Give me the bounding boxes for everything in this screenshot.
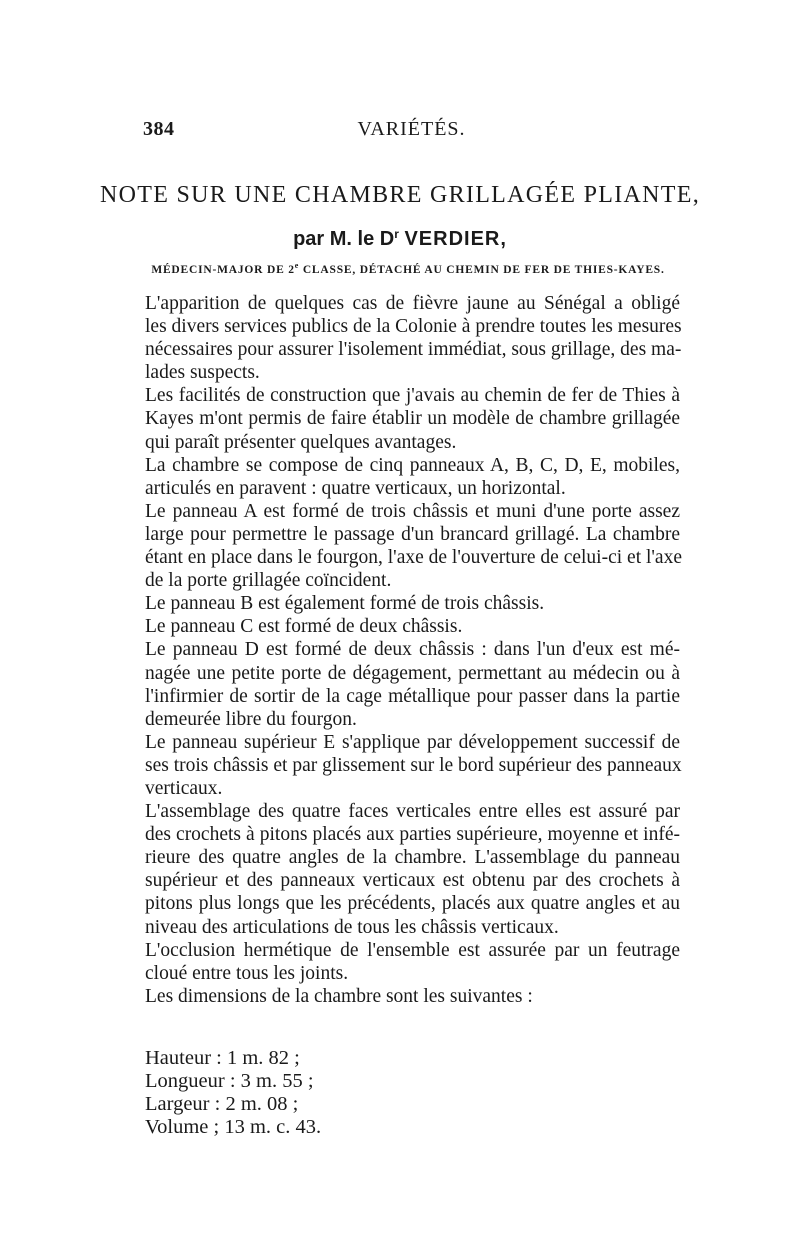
- body-line: La chambre se compose de cinq panneaux A, B, C, D, E, mobiles,: [145, 454, 680, 476]
- body-line: rieure des quatre angles de la chambre. L'assemblage du panneau: [145, 847, 680, 869]
- dimension-length: Longueur : 3 m. 55 ;: [145, 1070, 314, 1093]
- body-line: pitons plus longs que les précédents, placés aux quatre angles et au: [145, 893, 680, 915]
- body-line: des crochets à pitons placés aux parties supérieure, moyenne et infé-: [145, 824, 680, 846]
- article-title: NOTE SUR UNE CHAMBRE GRILLAGÉE PLIANTE,: [100, 182, 701, 208]
- body-line: les divers services publics de la Colonie à prendre toutes les mesures: [145, 316, 682, 338]
- body-line: Le panneau C est formé de deux châssis.: [145, 616, 463, 638]
- body-line: large pour permettre le passage d'un brancard grillagé. La chambre: [145, 523, 680, 545]
- body-line: supérieur et des panneaux verticaux est obtenu par des crochets à: [145, 870, 680, 892]
- affiliation-part-a: MÉDECIN-MAJOR DE 2: [151, 264, 295, 276]
- body-line: cloué entre tous les joints.: [145, 962, 349, 984]
- byline-prefix: par M. le D: [293, 228, 395, 250]
- body-line: lades suspects.: [145, 362, 260, 384]
- author-affiliation: [148, 261, 668, 276]
- body-line: L'occlusion hermétique de l'ensemble est assurée par un feutrage: [145, 939, 680, 961]
- byline-author: VERDIER,: [404, 228, 507, 250]
- dimension-height: Hauteur : 1 m. 82 ;: [145, 1047, 300, 1069]
- body-text: [145, 292, 680, 1008]
- body-line: Les facilités de construction que j'avais au chemin de fer de Thies à: [145, 385, 680, 407]
- body-line: nagée une petite porte de dégagement, permettant au médecin ou à: [145, 662, 680, 684]
- body-line: qui paraît présenter quelques avantages.: [145, 431, 457, 453]
- dimensions-list: [145, 1047, 545, 1139]
- body-line: étant en place dans le fourgon, l'axe de l'ouverture de celui-ci et l'axe: [145, 547, 682, 569]
- body-line: Le panneau A est formé de trois châssis et muni d'une porte assez: [145, 500, 680, 522]
- section-title: VARIÉTÉS.: [357, 118, 466, 140]
- page-number: 384: [143, 118, 175, 140]
- body-line: ses trois châssis et par glissement sur le bord supérieur des panneaux: [145, 754, 682, 776]
- running-head: [143, 118, 680, 144]
- body-line: L'apparition de quelques cas de fièvre jaune au Sénégal a obligé: [145, 293, 680, 314]
- affiliation-superscript: e: [294, 261, 300, 270]
- affiliation-part-b: CLASSE, DÉTACHÉ AU CHEMIN DE FER DE THIES-KAYES.: [302, 264, 665, 276]
- dimension-width: Largeur : 2 m. 08 ;: [145, 1093, 299, 1116]
- body-line: Le panneau B est également formé de trois châssis.: [145, 593, 545, 615]
- body-line: nécessaires pour assurer l'isolement immédiat, sous grillage, des ma-: [145, 339, 682, 361]
- body-line: articulés en paravent : quatre verticaux, un horizontal.: [145, 477, 566, 499]
- body-line: Le panneau D est formé de deux châssis : dans l'un d'eux est mé-: [145, 639, 680, 661]
- body-line: demeurée libre du fourgon.: [145, 708, 357, 730]
- body-line: Les dimensions de la chambre sont les suivantes :: [145, 985, 533, 1007]
- body-line: niveau des articulations de tous les châssis verticaux.: [145, 916, 559, 938]
- body-line: L'assemblage des quatre faces verticales entre elles est assuré par: [145, 801, 680, 823]
- body-line: verticaux.: [145, 777, 223, 799]
- body-line: l'infirmier de sortir de la cage métallique pour passer dans la partie: [145, 685, 680, 707]
- body-line: Le panneau supérieur E s'applique par développement successif de: [145, 731, 680, 753]
- byline-superscript: r: [394, 227, 399, 241]
- body-line: de la porte grillagée coïncident.: [145, 570, 392, 592]
- dimension-volume: Volume ; 13 m. c. 43.: [145, 1116, 322, 1139]
- body-line: Kayes m'ont permis de faire établir un modèle de chambre grillagée: [145, 408, 680, 430]
- byline: [100, 227, 700, 251]
